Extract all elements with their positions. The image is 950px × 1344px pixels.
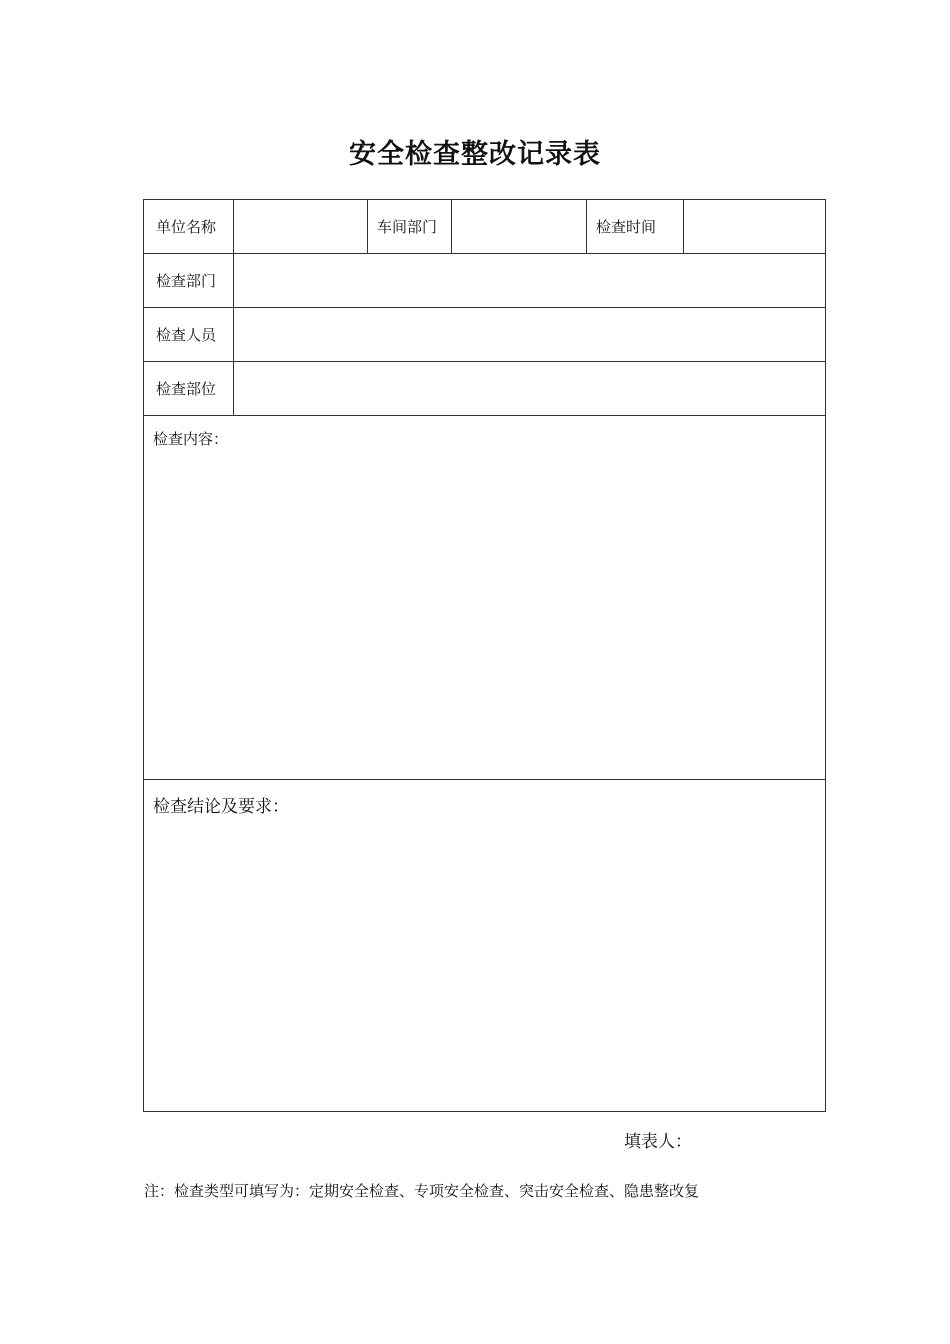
conclusion-area[interactable] <box>144 780 826 1112</box>
unit-name-field[interactable] <box>234 200 368 254</box>
table-row <box>144 362 826 416</box>
check-time-label: 检查时间 <box>587 200 684 254</box>
table-row <box>144 780 826 1112</box>
unit-name-label: 单位名称 <box>144 200 234 254</box>
check-location-label: 检查部位 <box>144 362 234 416</box>
inspection-form-table <box>143 199 826 1112</box>
table-row <box>144 200 826 254</box>
check-content-area[interactable] <box>144 416 826 780</box>
workshop-field[interactable] <box>452 200 587 254</box>
table-row <box>144 416 826 780</box>
check-time-field[interactable] <box>684 200 826 254</box>
check-location-field[interactable] <box>234 362 826 416</box>
check-staff-label: 检查人员 <box>144 308 234 362</box>
footnote: 注：检查类型可填写为：定期安全检查、专项安全检查、突击安全检查、隐患整改复 <box>144 1182 700 1200</box>
check-dept-label: 检查部门 <box>144 254 234 308</box>
check-staff-field[interactable] <box>234 308 826 362</box>
workshop-label: 车间部门 <box>368 200 452 254</box>
page-title: 安全检查整改记录表 <box>349 139 601 170</box>
table-row <box>144 254 826 308</box>
filler-label: 填表人： <box>624 1132 692 1152</box>
conclusion-label: 检查结论及要求： <box>153 797 289 817</box>
check-dept-field[interactable] <box>234 254 826 308</box>
check-content-label: 检查内容： <box>153 430 229 448</box>
table-row <box>144 308 826 362</box>
